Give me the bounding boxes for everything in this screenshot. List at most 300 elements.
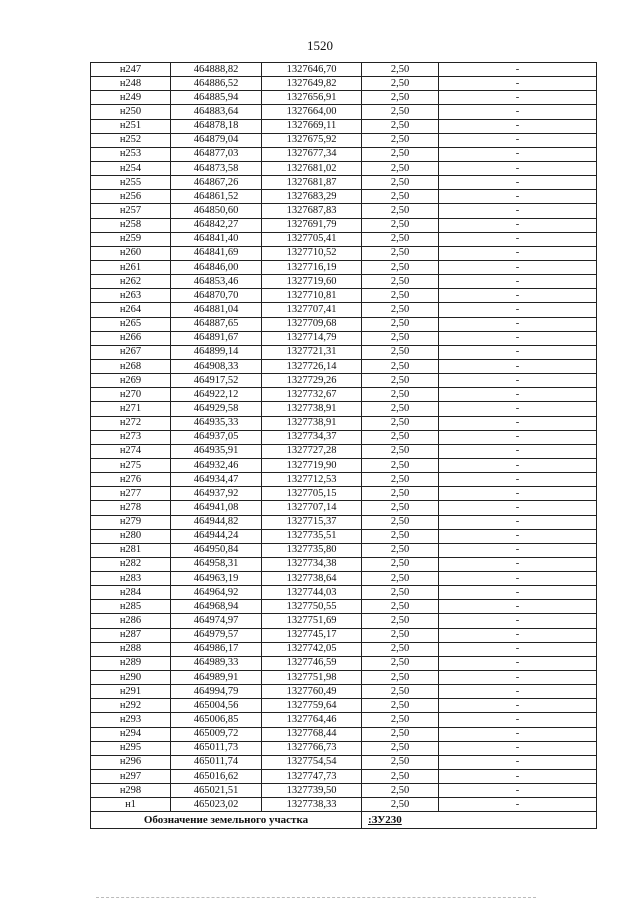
y-coordinate-cell: 1327735,51 bbox=[262, 529, 362, 543]
accuracy-cell: 2,50 bbox=[362, 770, 439, 784]
y-coordinate-cell: 1327710,52 bbox=[262, 246, 362, 260]
note-cell: - bbox=[439, 133, 597, 147]
table-row bbox=[91, 289, 597, 303]
point-id-cell: н249 bbox=[91, 91, 171, 105]
y-coordinate-cell: 1327751,69 bbox=[262, 614, 362, 628]
note-cell: - bbox=[439, 430, 597, 444]
table-row bbox=[91, 515, 597, 529]
land-plot-designation-value: :ЗУ230 bbox=[362, 812, 597, 829]
note-cell: - bbox=[439, 91, 597, 105]
y-coordinate-cell: 1327712,53 bbox=[262, 473, 362, 487]
y-coordinate-cell: 1327656,91 bbox=[262, 91, 362, 105]
table-row bbox=[91, 77, 597, 91]
accuracy-cell: 2,50 bbox=[362, 642, 439, 656]
point-id-cell: н248 bbox=[91, 77, 171, 91]
point-id-cell: н285 bbox=[91, 600, 171, 614]
note-cell: - bbox=[439, 586, 597, 600]
note-cell: - bbox=[439, 246, 597, 260]
y-coordinate-cell: 1327735,80 bbox=[262, 543, 362, 557]
y-coordinate-cell: 1327734,38 bbox=[262, 557, 362, 571]
accuracy-cell: 2,50 bbox=[362, 515, 439, 529]
land-plot-designation-label: Обозначение земельного участка bbox=[91, 812, 362, 829]
note-cell: - bbox=[439, 543, 597, 557]
accuracy-cell: 2,50 bbox=[362, 501, 439, 515]
point-id-cell: н262 bbox=[91, 275, 171, 289]
point-id-cell: н290 bbox=[91, 671, 171, 685]
note-cell: - bbox=[439, 529, 597, 543]
point-id-cell: н273 bbox=[91, 430, 171, 444]
point-id-cell: н268 bbox=[91, 359, 171, 373]
point-id-cell: н261 bbox=[91, 260, 171, 274]
accuracy-cell: 2,50 bbox=[362, 317, 439, 331]
x-coordinate-cell: 464989,33 bbox=[171, 656, 262, 670]
x-coordinate-cell: 464887,65 bbox=[171, 317, 262, 331]
x-coordinate-cell: 465004,56 bbox=[171, 699, 262, 713]
y-coordinate-cell: 1327664,00 bbox=[262, 105, 362, 119]
accuracy-cell: 2,50 bbox=[362, 430, 439, 444]
accuracy-cell: 2,50 bbox=[362, 275, 439, 289]
x-coordinate-cell: 464935,91 bbox=[171, 444, 262, 458]
x-coordinate-cell: 464944,82 bbox=[171, 515, 262, 529]
y-coordinate-cell: 1327744,03 bbox=[262, 586, 362, 600]
y-coordinate-cell: 1327745,17 bbox=[262, 628, 362, 642]
point-id-cell: н250 bbox=[91, 105, 171, 119]
accuracy-cell: 2,50 bbox=[362, 176, 439, 190]
accuracy-cell: 2,50 bbox=[362, 331, 439, 345]
table-row bbox=[91, 557, 597, 571]
note-cell: - bbox=[439, 218, 597, 232]
table-row bbox=[91, 614, 597, 628]
y-coordinate-cell: 1327681,87 bbox=[262, 176, 362, 190]
x-coordinate-cell: 464917,52 bbox=[171, 374, 262, 388]
point-id-cell: н289 bbox=[91, 656, 171, 670]
point-id-cell: н266 bbox=[91, 331, 171, 345]
accuracy-cell: 2,50 bbox=[362, 303, 439, 317]
point-id-cell: н252 bbox=[91, 133, 171, 147]
table-row bbox=[91, 458, 597, 472]
point-id-cell: н257 bbox=[91, 204, 171, 218]
point-id-cell: н260 bbox=[91, 246, 171, 260]
x-coordinate-cell: 464891,67 bbox=[171, 331, 262, 345]
y-coordinate-cell: 1327683,29 bbox=[262, 190, 362, 204]
y-coordinate-cell: 1327760,49 bbox=[262, 685, 362, 699]
x-coordinate-cell: 464908,33 bbox=[171, 359, 262, 373]
table-row bbox=[91, 586, 597, 600]
note-cell: - bbox=[439, 317, 597, 331]
y-coordinate-cell: 1327715,37 bbox=[262, 515, 362, 529]
note-cell: - bbox=[439, 105, 597, 119]
y-coordinate-cell: 1327747,73 bbox=[262, 770, 362, 784]
note-cell: - bbox=[439, 359, 597, 373]
y-coordinate-cell: 1327709,68 bbox=[262, 317, 362, 331]
accuracy-cell: 2,50 bbox=[362, 798, 439, 812]
accuracy-cell: 2,50 bbox=[362, 685, 439, 699]
accuracy-cell: 2,50 bbox=[362, 713, 439, 727]
table-row bbox=[91, 430, 597, 444]
point-id-cell: н251 bbox=[91, 119, 171, 133]
point-id-cell: н291 bbox=[91, 685, 171, 699]
table-row bbox=[91, 487, 597, 501]
point-id-cell: н275 bbox=[91, 458, 171, 472]
note-cell: - bbox=[439, 770, 597, 784]
accuracy-cell: 2,50 bbox=[362, 204, 439, 218]
table-row bbox=[91, 218, 597, 232]
y-coordinate-cell: 1327669,11 bbox=[262, 119, 362, 133]
accuracy-cell: 2,50 bbox=[362, 190, 439, 204]
note-cell: - bbox=[439, 147, 597, 161]
x-coordinate-cell: 464853,46 bbox=[171, 275, 262, 289]
accuracy-cell: 2,50 bbox=[362, 77, 439, 91]
accuracy-cell: 2,50 bbox=[362, 161, 439, 175]
point-id-cell: н272 bbox=[91, 416, 171, 430]
note-cell: - bbox=[439, 699, 597, 713]
point-id-cell: н281 bbox=[91, 543, 171, 557]
point-id-cell: н270 bbox=[91, 388, 171, 402]
y-coordinate-cell: 1327646,70 bbox=[262, 63, 362, 77]
note-cell: - bbox=[439, 161, 597, 175]
note-cell: - bbox=[439, 572, 597, 586]
point-id-cell: н293 bbox=[91, 713, 171, 727]
note-cell: - bbox=[439, 713, 597, 727]
table-row bbox=[91, 402, 597, 416]
table-row bbox=[91, 388, 597, 402]
point-id-cell: н284 bbox=[91, 586, 171, 600]
accuracy-cell: 2,50 bbox=[362, 656, 439, 670]
point-id-cell: н247 bbox=[91, 63, 171, 77]
y-coordinate-cell: 1327738,33 bbox=[262, 798, 362, 812]
table-row bbox=[91, 741, 597, 755]
x-coordinate-cell: 465011,73 bbox=[171, 741, 262, 755]
table-row bbox=[91, 685, 597, 699]
table-row bbox=[91, 784, 597, 798]
x-coordinate-cell: 464867,26 bbox=[171, 176, 262, 190]
table-row bbox=[91, 232, 597, 246]
x-coordinate-cell: 464935,33 bbox=[171, 416, 262, 430]
table-row bbox=[91, 543, 597, 557]
note-cell: - bbox=[439, 755, 597, 769]
x-coordinate-cell: 464899,14 bbox=[171, 345, 262, 359]
accuracy-cell: 2,50 bbox=[362, 374, 439, 388]
y-coordinate-cell: 1327738,91 bbox=[262, 416, 362, 430]
point-id-cell: н254 bbox=[91, 161, 171, 175]
note-cell: - bbox=[439, 656, 597, 670]
point-id-cell: н277 bbox=[91, 487, 171, 501]
accuracy-cell: 2,50 bbox=[362, 557, 439, 571]
y-coordinate-cell: 1327766,73 bbox=[262, 741, 362, 755]
accuracy-cell: 2,50 bbox=[362, 359, 439, 373]
table-row bbox=[91, 204, 597, 218]
table-row bbox=[91, 63, 597, 77]
note-cell: - bbox=[439, 515, 597, 529]
table-row bbox=[91, 331, 597, 345]
accuracy-cell: 2,50 bbox=[362, 63, 439, 77]
x-coordinate-cell: 464986,17 bbox=[171, 642, 262, 656]
table-row bbox=[91, 755, 597, 769]
x-coordinate-cell: 464886,52 bbox=[171, 77, 262, 91]
table-row bbox=[91, 176, 597, 190]
y-coordinate-cell: 1327732,67 bbox=[262, 388, 362, 402]
table-row bbox=[91, 600, 597, 614]
note-cell: - bbox=[439, 176, 597, 190]
point-id-cell: н259 bbox=[91, 232, 171, 246]
x-coordinate-cell: 464994,79 bbox=[171, 685, 262, 699]
x-coordinate-cell: 464964,92 bbox=[171, 586, 262, 600]
accuracy-cell: 2,50 bbox=[362, 699, 439, 713]
table-row bbox=[91, 770, 597, 784]
y-coordinate-cell: 1327746,59 bbox=[262, 656, 362, 670]
accuracy-cell: 2,50 bbox=[362, 119, 439, 133]
x-coordinate-cell: 464885,94 bbox=[171, 91, 262, 105]
accuracy-cell: 2,50 bbox=[362, 232, 439, 246]
y-coordinate-cell: 1327738,64 bbox=[262, 572, 362, 586]
y-coordinate-cell: 1327764,46 bbox=[262, 713, 362, 727]
x-coordinate-cell: 464841,69 bbox=[171, 246, 262, 260]
accuracy-cell: 2,50 bbox=[362, 402, 439, 416]
note-cell: - bbox=[439, 190, 597, 204]
x-coordinate-cell: 464888,82 bbox=[171, 63, 262, 77]
note-cell: - bbox=[439, 642, 597, 656]
point-id-cell: н271 bbox=[91, 402, 171, 416]
point-id-cell: н276 bbox=[91, 473, 171, 487]
note-cell: - bbox=[439, 628, 597, 642]
table-row bbox=[91, 628, 597, 642]
point-id-cell: н292 bbox=[91, 699, 171, 713]
accuracy-cell: 2,50 bbox=[362, 388, 439, 402]
accuracy-cell: 2,50 bbox=[362, 671, 439, 685]
note-cell: - bbox=[439, 473, 597, 487]
x-coordinate-cell: 465021,51 bbox=[171, 784, 262, 798]
note-cell: - bbox=[439, 260, 597, 274]
note-cell: - bbox=[439, 784, 597, 798]
point-id-cell: н267 bbox=[91, 345, 171, 359]
y-coordinate-cell: 1327681,02 bbox=[262, 161, 362, 175]
point-id-cell: н288 bbox=[91, 642, 171, 656]
note-cell: - bbox=[439, 444, 597, 458]
table-row bbox=[91, 246, 597, 260]
point-id-cell: н296 bbox=[91, 755, 171, 769]
note-cell: - bbox=[439, 289, 597, 303]
table-row bbox=[91, 529, 597, 543]
table-row bbox=[91, 303, 597, 317]
y-coordinate-cell: 1327738,91 bbox=[262, 402, 362, 416]
note-cell: - bbox=[439, 487, 597, 501]
y-coordinate-cell: 1327751,98 bbox=[262, 671, 362, 685]
accuracy-cell: 2,50 bbox=[362, 260, 439, 274]
x-coordinate-cell: 464937,05 bbox=[171, 430, 262, 444]
x-coordinate-cell: 464941,08 bbox=[171, 501, 262, 515]
point-id-cell: н258 bbox=[91, 218, 171, 232]
table-body bbox=[91, 63, 597, 812]
point-id-cell: н298 bbox=[91, 784, 171, 798]
point-id-cell: н279 bbox=[91, 515, 171, 529]
table-row bbox=[91, 345, 597, 359]
y-coordinate-cell: 1327716,19 bbox=[262, 260, 362, 274]
note-cell: - bbox=[439, 798, 597, 812]
table-row bbox=[91, 133, 597, 147]
accuracy-cell: 2,50 bbox=[362, 289, 439, 303]
accuracy-cell: 2,50 bbox=[362, 105, 439, 119]
y-coordinate-cell: 1327705,41 bbox=[262, 232, 362, 246]
y-coordinate-cell: 1327729,26 bbox=[262, 374, 362, 388]
table-row bbox=[91, 572, 597, 586]
x-coordinate-cell: 464850,60 bbox=[171, 204, 262, 218]
x-coordinate-cell: 464861,52 bbox=[171, 190, 262, 204]
accuracy-cell: 2,50 bbox=[362, 614, 439, 628]
table-row bbox=[91, 374, 597, 388]
y-coordinate-cell: 1327739,50 bbox=[262, 784, 362, 798]
page-number: 1520 bbox=[307, 38, 333, 53]
y-coordinate-cell: 1327719,60 bbox=[262, 275, 362, 289]
note-cell: - bbox=[439, 345, 597, 359]
y-coordinate-cell: 1327768,44 bbox=[262, 727, 362, 741]
x-coordinate-cell: 464842,27 bbox=[171, 218, 262, 232]
accuracy-cell: 2,50 bbox=[362, 91, 439, 105]
x-coordinate-cell: 464950,84 bbox=[171, 543, 262, 557]
accuracy-cell: 2,50 bbox=[362, 741, 439, 755]
x-coordinate-cell: 465006,85 bbox=[171, 713, 262, 727]
table-row bbox=[91, 444, 597, 458]
scan-edge-line bbox=[96, 897, 536, 899]
x-coordinate-cell: 464873,58 bbox=[171, 161, 262, 175]
table-row bbox=[91, 119, 597, 133]
note-cell: - bbox=[439, 374, 597, 388]
accuracy-cell: 2,50 bbox=[362, 727, 439, 741]
note-cell: - bbox=[439, 685, 597, 699]
note-cell: - bbox=[439, 727, 597, 741]
x-coordinate-cell: 464968,94 bbox=[171, 600, 262, 614]
table-row bbox=[91, 359, 597, 373]
y-coordinate-cell: 1327687,83 bbox=[262, 204, 362, 218]
y-coordinate-cell: 1327734,37 bbox=[262, 430, 362, 444]
accuracy-cell: 2,50 bbox=[362, 543, 439, 557]
accuracy-cell: 2,50 bbox=[362, 345, 439, 359]
x-coordinate-cell: 464963,19 bbox=[171, 572, 262, 586]
x-coordinate-cell: 464979,57 bbox=[171, 628, 262, 642]
table-row bbox=[91, 727, 597, 741]
point-id-cell: н294 bbox=[91, 727, 171, 741]
accuracy-cell: 2,50 bbox=[362, 586, 439, 600]
point-id-cell: н265 bbox=[91, 317, 171, 331]
table-row bbox=[91, 105, 597, 119]
coordinates-table bbox=[90, 62, 597, 829]
table-row bbox=[91, 671, 597, 685]
note-cell: - bbox=[439, 741, 597, 755]
note-cell: - bbox=[439, 614, 597, 628]
y-coordinate-cell: 1327742,05 bbox=[262, 642, 362, 656]
accuracy-cell: 2,50 bbox=[362, 133, 439, 147]
table-row bbox=[91, 147, 597, 161]
note-cell: - bbox=[439, 303, 597, 317]
x-coordinate-cell: 464974,97 bbox=[171, 614, 262, 628]
x-coordinate-cell: 464929,58 bbox=[171, 402, 262, 416]
note-cell: - bbox=[439, 119, 597, 133]
note-cell: - bbox=[439, 402, 597, 416]
table-row bbox=[91, 190, 597, 204]
y-coordinate-cell: 1327705,15 bbox=[262, 487, 362, 501]
accuracy-cell: 2,50 bbox=[362, 572, 439, 586]
y-coordinate-cell: 1327726,14 bbox=[262, 359, 362, 373]
table-row bbox=[91, 713, 597, 727]
note-cell: - bbox=[439, 232, 597, 246]
note-cell: - bbox=[439, 416, 597, 430]
point-id-cell: н283 bbox=[91, 572, 171, 586]
point-id-cell: н253 bbox=[91, 147, 171, 161]
point-id-cell: н264 bbox=[91, 303, 171, 317]
point-id-cell: н286 bbox=[91, 614, 171, 628]
y-coordinate-cell: 1327719,90 bbox=[262, 458, 362, 472]
x-coordinate-cell: 464932,46 bbox=[171, 458, 262, 472]
x-coordinate-cell: 464989,91 bbox=[171, 671, 262, 685]
y-coordinate-cell: 1327714,79 bbox=[262, 331, 362, 345]
note-cell: - bbox=[439, 458, 597, 472]
table-row bbox=[91, 656, 597, 670]
table-row bbox=[91, 416, 597, 430]
accuracy-cell: 2,50 bbox=[362, 628, 439, 642]
y-coordinate-cell: 1327710,81 bbox=[262, 289, 362, 303]
accuracy-cell: 2,50 bbox=[362, 218, 439, 232]
y-coordinate-cell: 1327677,34 bbox=[262, 147, 362, 161]
accuracy-cell: 2,50 bbox=[362, 755, 439, 769]
point-id-cell: н282 bbox=[91, 557, 171, 571]
accuracy-cell: 2,50 bbox=[362, 784, 439, 798]
table-row bbox=[91, 260, 597, 274]
x-coordinate-cell: 464922,12 bbox=[171, 388, 262, 402]
table-row bbox=[91, 699, 597, 713]
note-cell: - bbox=[439, 204, 597, 218]
point-id-cell: н263 bbox=[91, 289, 171, 303]
x-coordinate-cell: 465009,72 bbox=[171, 727, 262, 741]
accuracy-cell: 2,50 bbox=[362, 416, 439, 430]
x-coordinate-cell: 464937,92 bbox=[171, 487, 262, 501]
note-cell: - bbox=[439, 600, 597, 614]
x-coordinate-cell: 464944,24 bbox=[171, 529, 262, 543]
point-id-cell: н278 bbox=[91, 501, 171, 515]
y-coordinate-cell: 1327649,82 bbox=[262, 77, 362, 91]
note-cell: - bbox=[439, 557, 597, 571]
accuracy-cell: 2,50 bbox=[362, 147, 439, 161]
x-coordinate-cell: 464881,04 bbox=[171, 303, 262, 317]
point-id-cell: н287 bbox=[91, 628, 171, 642]
table-row bbox=[91, 161, 597, 175]
x-coordinate-cell: 464841,40 bbox=[171, 232, 262, 246]
land-plot-designation-row bbox=[91, 812, 597, 829]
x-coordinate-cell: 464878,18 bbox=[171, 119, 262, 133]
table-row bbox=[91, 91, 597, 105]
point-id-cell: н274 bbox=[91, 444, 171, 458]
note-cell: - bbox=[439, 388, 597, 402]
x-coordinate-cell: 465016,62 bbox=[171, 770, 262, 784]
table-row bbox=[91, 501, 597, 515]
point-id-cell: н269 bbox=[91, 374, 171, 388]
x-coordinate-cell: 465023,02 bbox=[171, 798, 262, 812]
y-coordinate-cell: 1327727,28 bbox=[262, 444, 362, 458]
accuracy-cell: 2,50 bbox=[362, 458, 439, 472]
y-coordinate-cell: 1327721,31 bbox=[262, 345, 362, 359]
x-coordinate-cell: 464870,70 bbox=[171, 289, 262, 303]
x-coordinate-cell: 464846,00 bbox=[171, 260, 262, 274]
x-coordinate-cell: 464934,47 bbox=[171, 473, 262, 487]
table-row bbox=[91, 798, 597, 812]
accuracy-cell: 2,50 bbox=[362, 473, 439, 487]
point-id-cell: н297 bbox=[91, 770, 171, 784]
point-id-cell: н1 bbox=[91, 798, 171, 812]
note-cell: - bbox=[439, 671, 597, 685]
point-id-cell: н295 bbox=[91, 741, 171, 755]
x-coordinate-cell: 464883,64 bbox=[171, 105, 262, 119]
accuracy-cell: 2,50 bbox=[362, 444, 439, 458]
y-coordinate-cell: 1327750,55 bbox=[262, 600, 362, 614]
point-id-cell: н280 bbox=[91, 529, 171, 543]
